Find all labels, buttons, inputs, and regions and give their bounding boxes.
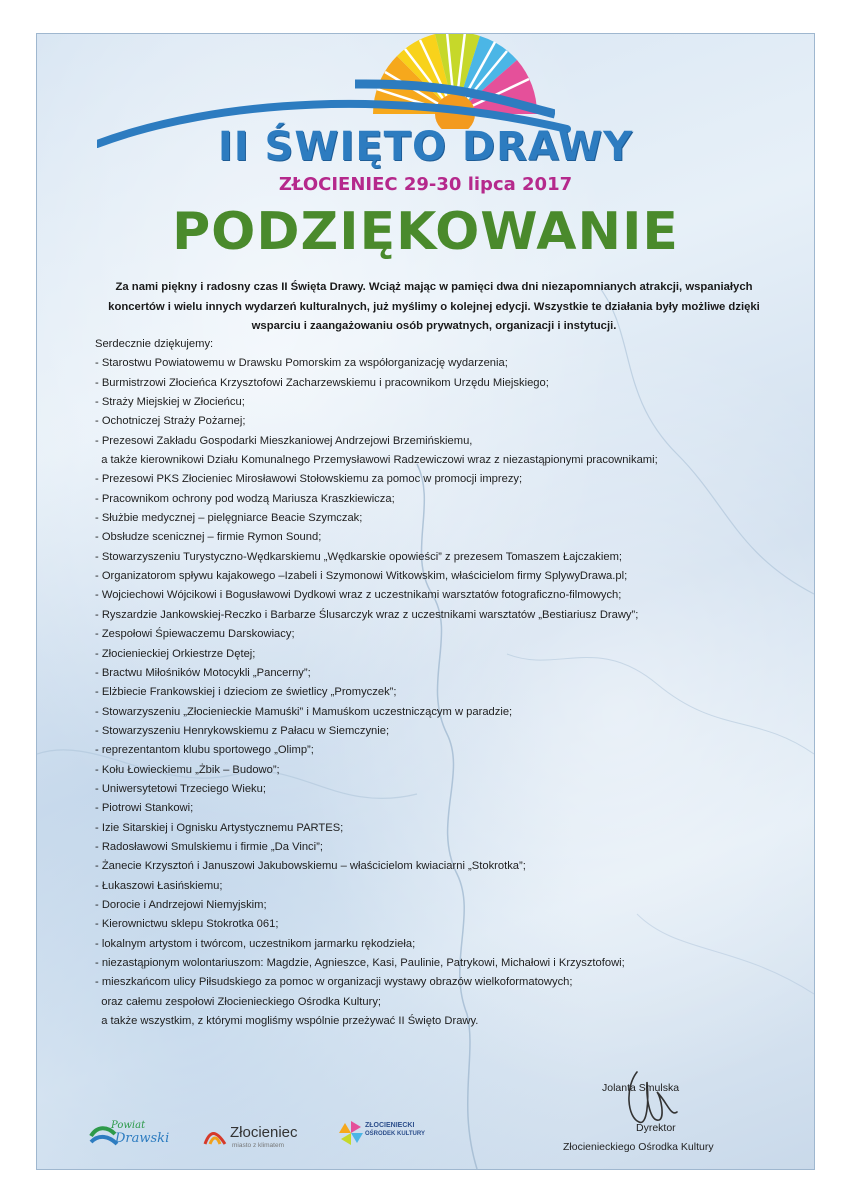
list-item: - Ochotniczej Straży Pożarnej; [95,415,246,428]
list-item: - Kierownictwu sklepu Stokrotka 061; [95,918,279,931]
list-item: - Uniwersytetowi Trzeciego Wieku; [95,782,266,795]
powiat-drawski-logo [89,1114,169,1154]
list-item: - Kołu Łowieckiemu „Żbik – Budowo”; [95,763,280,776]
list-item: - Organizatorom spływu kajakowego –Izabeli i Szymonowi Witkowskim, właścicielom firmy SplywyDrawa.pl; [95,570,628,583]
list-item: - Burmistrzowi Złocieńca Krzysztofowi Zacharzewskiemu i pracownikom Urzędu Miejskiego; [95,376,549,389]
list-item: - Pracownikom ochrony pod wodzą Mariusza Kraszkiewicza; [95,492,395,505]
list-item: - Łukaszowi Łasińskiemu; [95,879,223,892]
page-title: PODZIĘKOWANIE [172,202,679,262]
list-item: - Izie Sitarskiej i Ognisku Artystycznemu PARTES; [95,821,344,834]
list-item: - Stowarzyszeniu Henrykowskiemu z Pałacu w Siemczynie; [95,724,390,737]
signature-block [557,1074,757,1164]
list-item: - Piotrowi Stankowi; [95,802,194,815]
thanks-list [95,335,795,1031]
zlocieniec-label: Złocieniec [230,1124,298,1141]
zlocieniec-city-logo [202,1114,312,1154]
list-item: - mieszkańcom ulicy Piłsudskiego za pomoc w organizacji wystawy obrazów wielkoformatowych; [95,976,573,989]
list-item: - Wojciechowi Wójcikowi i Bogusławowi Dydkowi wraz z uczestnikami warsztatów fotograficzno-filmowych; [95,589,622,602]
list-item: - Ryszardzie Jankowskiej-Reczko i Barbarze Ślusarczyk wraz z uczestnikami warsztatów „Bestiariusz Drawy”; [95,608,639,621]
zok-label-line1: ZŁOCIENIECKI [365,1122,415,1129]
zlocieniec-emblem-icon [202,1124,228,1150]
signatory-name: Jolanta Smulska [602,1082,680,1094]
zok-logo [339,1114,449,1154]
list-item: a także wszystkim, z którymi mogliśmy wspólnie przeżywać II Święto Drawy. [95,1015,479,1028]
list-item: - Służbie medycznej – pielęgniarce Beacie Szymczak; [95,512,363,525]
list-item: - Radosławowi Smulskiemu i firmie „Da Vinci”; [95,840,323,853]
poster-frame [36,33,815,1170]
intro-paragraph: Za nami piękny i radosny czas II Święta Drawy. Wciąż mając w pamięci dwa dni niezapomnianych atrakcji, wspaniałych koncertów i wielu innych wydarzeń kulturalnych, już myślimy o kolejnej edycji. Wszystkie te działania były możliwe dzięki wsparciu i zaangażowaniu osób prywatnych, organizacji i instytucji. [108,281,760,332]
list-item: - Prezesowi Zakładu Gospodarki Mieszkaniowej Andrzejowi Brzemińskiemu, [95,434,473,447]
event-subtitle: ZŁOCIENIEC 29-30 lipca 2017 [278,174,573,195]
drawski-label: Drawski [115,1131,170,1146]
list-item: - Elżbiecie Frankowskiej i dzieciom ze świetlicy „Promyczek”; [95,686,397,699]
list-item: - Stowarzyszeniu „Złocienieckie Mamuśki” i Mamuśkom uczestniczącym w paradzie; [95,705,513,718]
list-item: - Stowarzyszeniu Turystyczno-Wędkarskiemu „Wędkarskie opowieści” z prezesem Tomaszem Łajczakiem; [95,550,623,563]
event-title: II ŚWIĘTO DRAWY [217,124,634,170]
list-item: a także kierownikowi Działu Komunalnego Przemysławowi Radzewiczowi wraz z niezastąpionymi pracownikami; [95,454,658,467]
list-item: - Starostwu Powiatowemu w Drawsku Pomorskim za współorganizację wydarzenia; [95,357,508,370]
list-item: - reprezentantom klubu sportowego „Olimp”; [95,744,314,757]
powiat-label: Powiat [111,1120,146,1131]
list-item: - Bractwu Miłośników Motocykli „Pancerny”; [95,666,311,679]
list-item: - Złocienieckiej Orkiestrze Dętej; [95,647,256,660]
zok-pinwheel-icon [339,1121,363,1145]
zok-label-line2: OŚRODEK KULTURY [365,1131,425,1137]
list-item: - lokalnym artystom i twórcom, uczestnikom jarmarku rękodzieła; [95,937,416,950]
list-item: - Straży Miejskiej w Złocieńcu; [95,396,245,409]
signatory-role: Dyrektor [636,1122,676,1134]
list-item: - Dorocie i Andrzejowi Niemyjskim; [95,898,267,911]
list-item: - Żanecie Krzysztoń i Januszowi Jakubowskiemu – właścicielom kwiaciarni „Stokrotka”; [95,860,526,873]
list-item: - niezastąpionym wolontariuszom: Magdzie, Agnieszce, Kasi, Paulinie, Patrykowi, Michałowi i Krzysztofowi; [95,957,625,969]
list-item: - Zespołowi Śpiewaczemu Darskowiacy; [95,628,295,641]
signatory-organization: Złocienieckiego Ośrodka Kultury [563,1141,714,1153]
list-item: oraz całemu zespołowi Złocienieckiego Ośrodka Kultury; [95,995,382,1008]
list-item: - Prezesowi PKS Złocieniec Mirosławowi Stołowskiemu za pomoc w promocji imprezy; [95,473,523,486]
zlocieniec-tagline: miasto z klimatem [232,1142,285,1149]
list-item: - Obsłudze scenicznej – firmie Rymon Sound; [95,531,322,544]
list-item: Serdecznie dziękujemy: [95,338,214,350]
